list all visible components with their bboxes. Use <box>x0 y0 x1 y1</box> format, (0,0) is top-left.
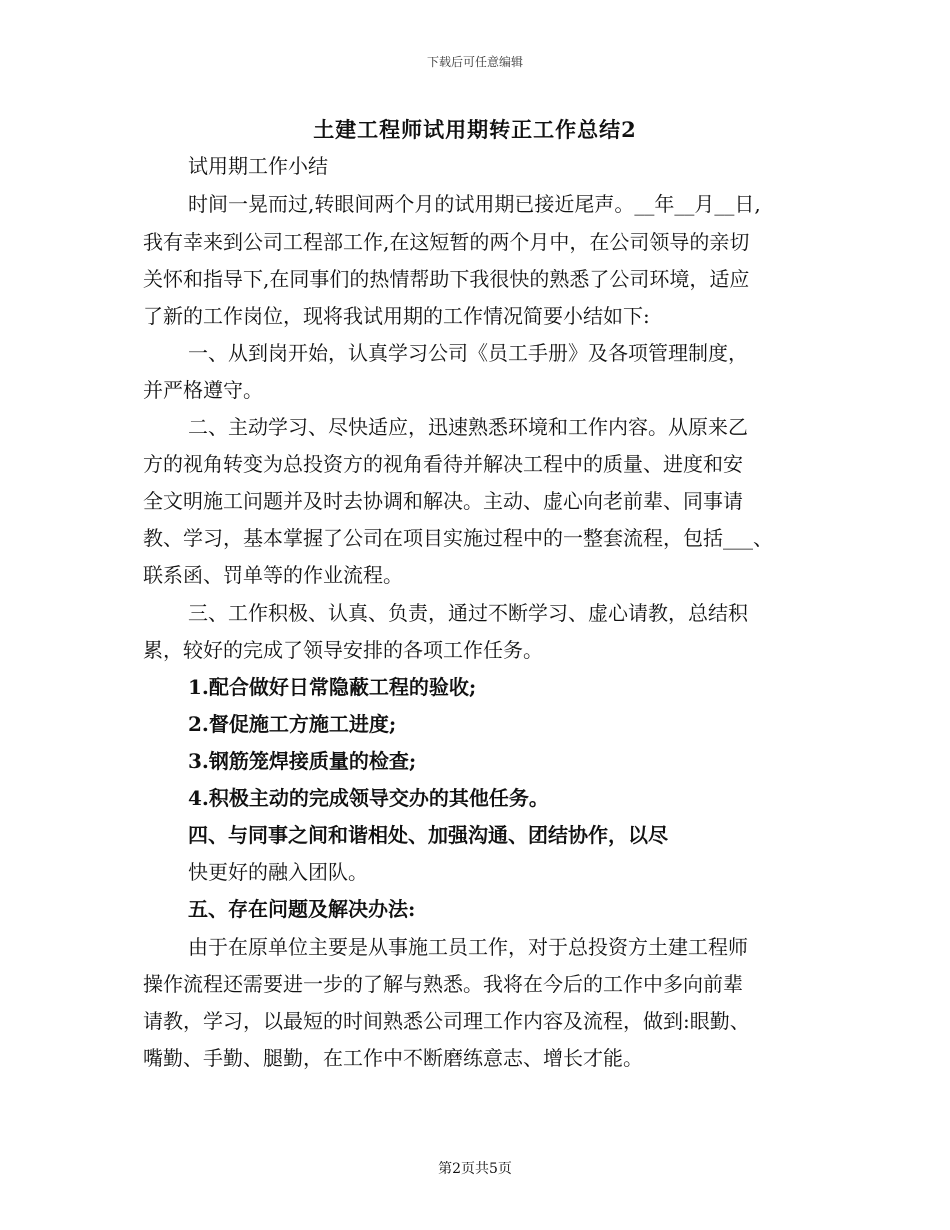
paragraph-line: 并严格遵守。 <box>143 378 263 402</box>
paragraph-line: 快更好的融入团队。 <box>188 860 368 884</box>
list-item: 1.配合做好日常隐蔽工程的验收; <box>188 675 477 699</box>
paragraph-line: 我有幸来到公司工程部工作,在这短暂的两个月中，在公司领导的亲切 <box>143 230 750 254</box>
paragraph-line: 嘴勤、手勤、腿勤，在工作中不断磨练意志、增长才能。 <box>143 1046 643 1070</box>
paragraph-line: 时间一晃而过,转眼间两个月的试用期已接近尾声。__年__月__日, <box>188 192 761 216</box>
paragraph-line: 二、主动学习、尽快适应，迅速熟悉环境和工作内容。从原来乙 <box>188 415 748 439</box>
paragraph-line: 累，较好的完成了领导安排的各项工作任务。 <box>143 638 543 662</box>
paragraph-line: 操作流程还需要进一步的了解与熟悉。我将在今后的工作中多向前辈 <box>143 972 743 996</box>
paragraph-line: 全文明施工问题并及时去协调和解决。主动、虚心向老前辈、同事请 <box>143 489 743 513</box>
list-item: 4.积极主动的完成领导交办的其他任务。 <box>188 786 549 810</box>
paragraph-line: 请教，学习，以最短的时间熟悉公司理工作内容及流程，做到:眼勤、 <box>143 1009 750 1033</box>
list-item: 2.督促施工方施工进度; <box>188 712 397 736</box>
paragraph-line: 三、工作积极、认真、负责，通过不断学习、虚心请教，总结积 <box>188 601 748 625</box>
paragraph-line: 关怀和指导下,在同事们的热情帮助下我很快的熟悉了公司环境，适应 <box>143 267 750 291</box>
page-number-footer: 第2页共5页 <box>438 1161 512 1177</box>
paragraph-line: 教、学习，基本掌握了公司在项目实施过程中的一整套流程，包括___、 <box>143 526 773 550</box>
paragraph-line: 由于在原单位主要是从事施工员工作，对于总投资方土建工程师 <box>188 935 748 959</box>
section-subtitle: 试用期工作小结 <box>188 154 328 178</box>
paragraph-line: 了新的工作岗位，现将我试用期的工作情况简要小结如下: <box>143 304 650 328</box>
section-heading: 四、与同事之间和谐相处、加强沟通、团结协作，以尽 <box>188 823 668 847</box>
document-title: 土建工程师试用期转正工作总结2 <box>313 117 637 142</box>
list-item: 3.钢筋笼焊接质量的检查; <box>188 749 417 773</box>
paragraph-line: 联系函、罚单等的作业流程。 <box>143 563 403 587</box>
page-header: 下载后可任意编辑 <box>426 55 523 69</box>
paragraph-line: 方的视角转变为总投资方的视角看待并解决工程中的质量、进度和安 <box>143 452 743 476</box>
paragraph-line: 一、从到岗开始，认真学习公司《员工手册》及各项管理制度， <box>188 341 748 365</box>
section-heading: 五、存在问题及解决办法: <box>188 897 416 921</box>
